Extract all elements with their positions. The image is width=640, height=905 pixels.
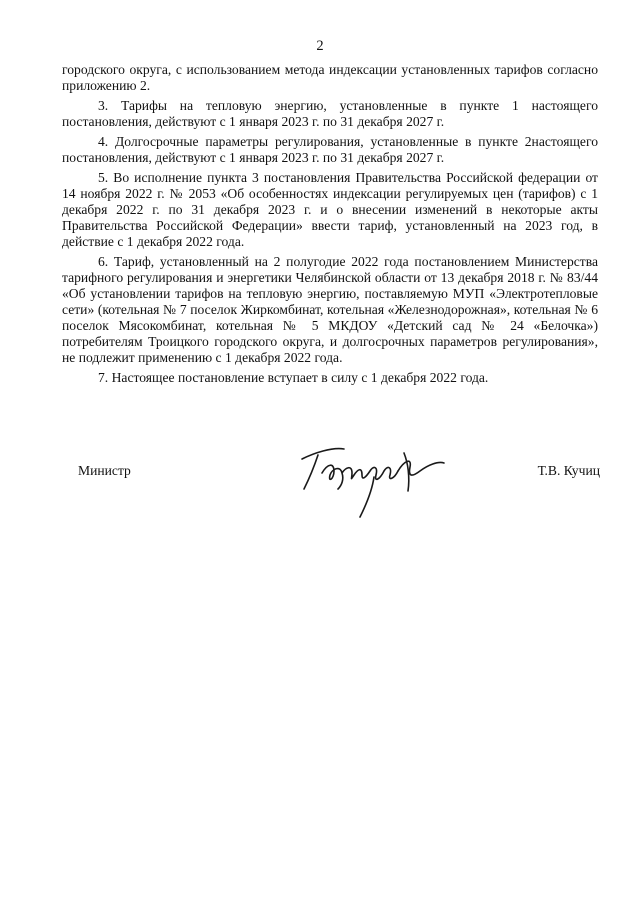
paragraph-5: 5. Во исполнение пункта 3 постановления Правительства Российской федерации от 14 ноября 2022 г. № 2053 «Об особенностях индексации регулируемых цен (тарифов) с 1 декабря 2022 г. по 31 декабря 2023 г. и о внесении изменений в некоторые акты Правительства Российской Федерации» ввести тариф, установленный на 2023 год, в действие с 1 декабря 2022 года.	[62, 170, 598, 249]
handwritten-signature	[292, 433, 452, 523]
paragraph-6: 6. Тариф, установленный на 2 полугодие 2022 года постановлением Министерства тарифного регулирования и энергетики Челябинской области от 13 декабря 2018 г. № 83/44 «Об установлении тарифов на тепловую энергию, поставляемую МУП «Электротепловые сети» (котельная № 7 поселок Жиркомбинат, котельная «Железнодорожная», котельная № 6 поселок Мясокомбинат, котельная № 5 МКДОУ «Детский сад № 24 «Белочка») потребителям Троицкого городского округа, и долгосрочных параметров регулирования», не подлежит применению с 1 декабря 2022 года.	[62, 254, 598, 365]
document-body	[62, 62, 598, 390]
signature-block	[0, 455, 640, 535]
paragraph-3: 3. Тарифы на тепловую энергию, установленные в пункте 1 настоящего постановления, действуют с 1 января 2023 г. по 31 декабря 2027 г.	[62, 98, 598, 129]
signatory-name: Т.В. Кучиц	[537, 463, 600, 478]
paragraph-4: 4. Долгосрочные параметры регулирования, установленные в пункте 2настоящего постановления, действуют с 1 января 2023 г. по 31 декабря 2027 г.	[62, 134, 598, 165]
page-number: 2	[316, 38, 324, 54]
paragraph-continuation: городского округа, с использованием метода индексации установленных тарифов согласно приложению 2.	[62, 62, 598, 93]
signatory-title: Министр	[78, 463, 131, 478]
paragraph-7: 7. Настоящее постановление вступает в силу с 1 декабря 2022 года.	[98, 370, 489, 385]
